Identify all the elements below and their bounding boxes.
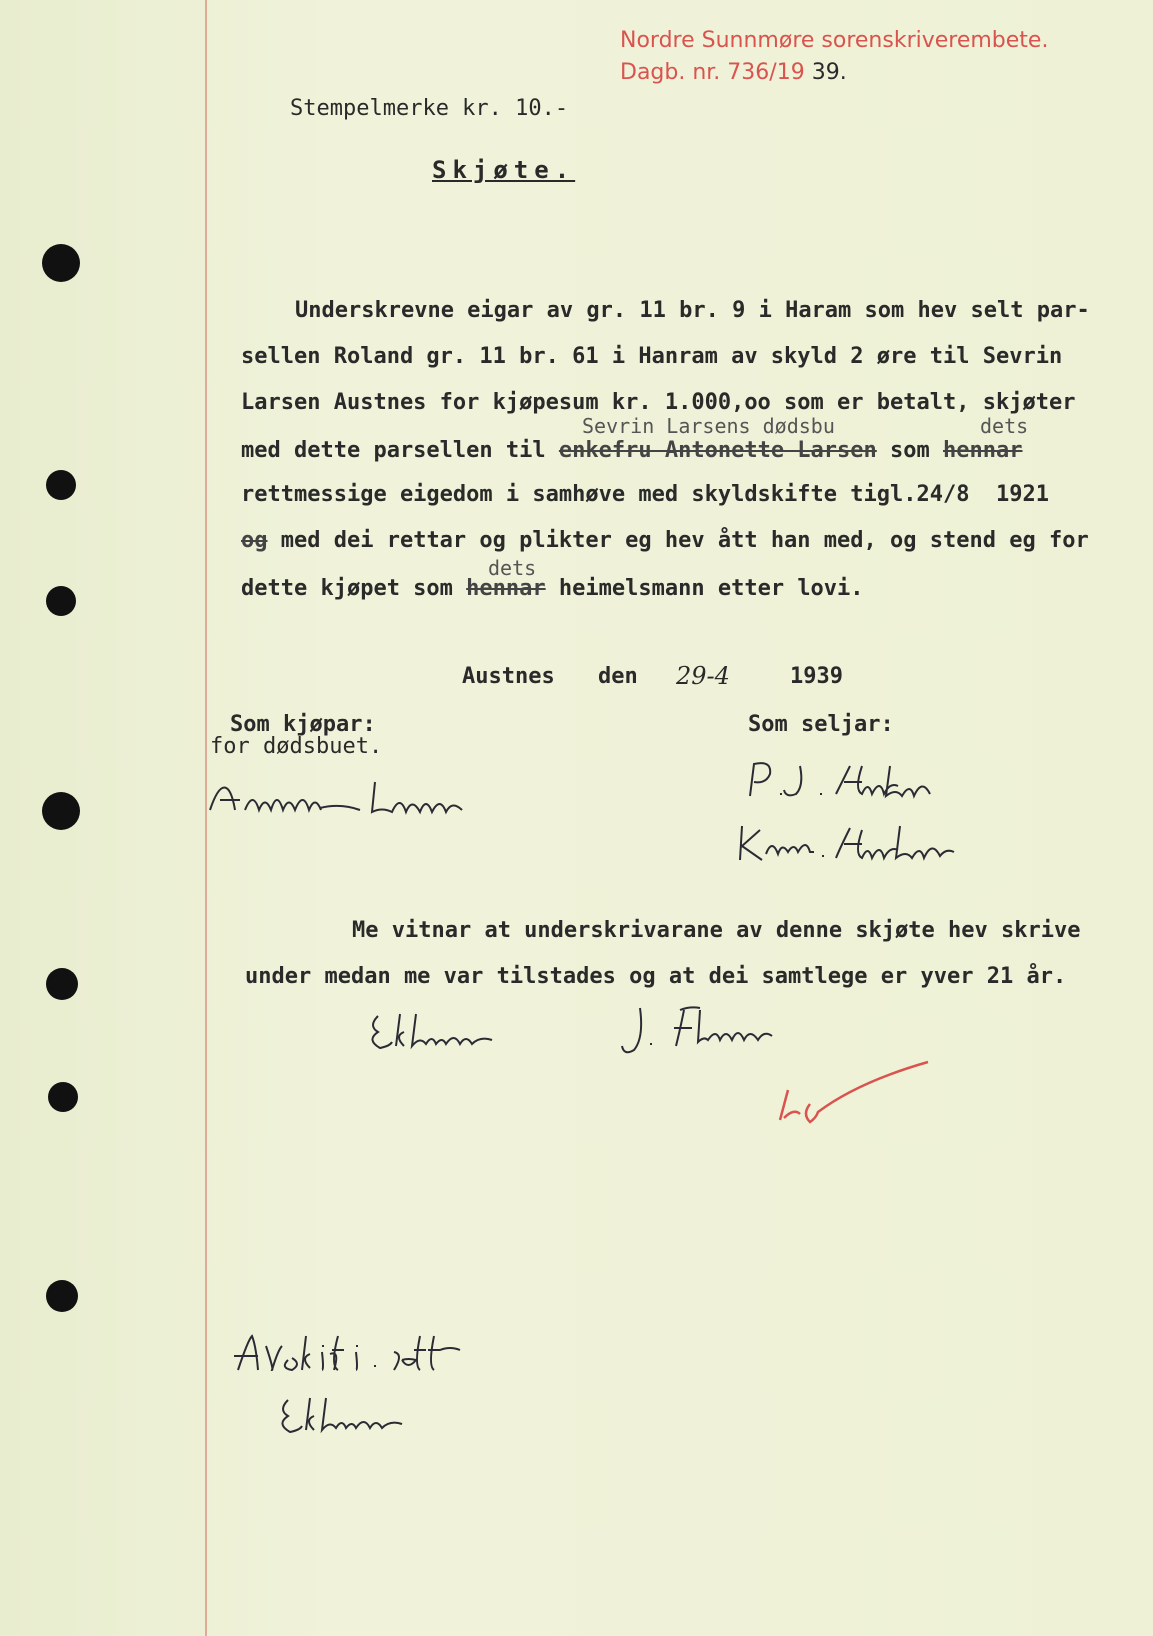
punch-hole (42, 244, 80, 282)
punch-hole (48, 1082, 78, 1112)
line4-text-b: som (876, 438, 944, 463)
document-title: Skjøte. (432, 156, 576, 184)
insert-dets-2: dets (488, 556, 537, 580)
struck-hennar-2: hennar (466, 576, 546, 601)
punch-hole (46, 968, 78, 1000)
struck-og: og (241, 528, 268, 553)
signature-seller-2 (730, 816, 1030, 866)
seller-label: Som seljar: (748, 712, 894, 737)
buyer-label: Som kjøpar: (230, 712, 376, 737)
dagb-stamp (620, 60, 847, 85)
struck-hennar: hennar (943, 438, 1023, 463)
line7-text-b: heimelsmann etter lovi. (545, 576, 864, 601)
witness-line-2: under medan me var tilstades og at dei samtlege er yver 21 år. (245, 964, 1067, 989)
line6-text: med dei rettar og plikter eg hev ått han med, og stend eg for (267, 528, 1089, 553)
dagb-year: 39. (811, 60, 847, 85)
insert-dodsbu: Sevrin Larsens dødsbu (582, 414, 835, 438)
body-line-6 (241, 528, 1089, 553)
punch-hole (46, 470, 76, 500)
witness-line-1: Me vitnar at underskrivarane av denne skjøte hev skrive (352, 918, 1081, 943)
signature-witness-2 (610, 1000, 830, 1060)
initials-mark (770, 1060, 950, 1140)
body-line-3: Larsen Austnes for kjøpesum kr. 1.000,oo som er betalt, skjøter (241, 390, 1076, 415)
stamp-tax: Stempelmerke kr. 10.- (290, 96, 569, 121)
punch-hole (46, 1280, 78, 1312)
dateline-year: 1939 (790, 664, 843, 689)
insert-dets-1: dets (980, 414, 1029, 438)
body-line-7 (241, 576, 864, 601)
punch-hole (42, 792, 80, 830)
body-line-5: rettmessige eigedom i samhøve med skyldskifte tigl.24/8 1921 (241, 482, 1049, 507)
buyer-sub: for dødsbuet. (210, 734, 383, 759)
signature-witness-1 (360, 1004, 560, 1054)
signature-avskrift-2 (270, 1388, 450, 1438)
dagb-number: Dagb. nr. 736/19 (620, 60, 805, 85)
signature-buyer (200, 770, 520, 830)
signature-avskrift (224, 1326, 504, 1386)
line7-text-a: dette kjøpet som (241, 576, 467, 601)
signature-seller-1 (740, 756, 1000, 806)
body-line-4 (241, 438, 1023, 463)
dateline-den: den (598, 664, 638, 689)
body-line-2: sellen Roland gr. 11 br. 61 i Hanram av skyld 2 øre til Sevrin (241, 344, 1063, 369)
office-stamp: Nordre Sunnmøre sorenskriverembete. (620, 28, 1049, 53)
punch-hole (46, 586, 76, 616)
body-line-1: Underskrevne eigar av gr. 11 br. 9 i Haram som hev selt par- (295, 298, 1090, 323)
dateline-date: 29-4 (676, 662, 730, 690)
line4-text-a: med dette parsellen til (241, 438, 559, 463)
dateline-place: Austnes (462, 664, 555, 689)
struck-widow-name: enkefru Antonette Larsen (558, 438, 877, 463)
